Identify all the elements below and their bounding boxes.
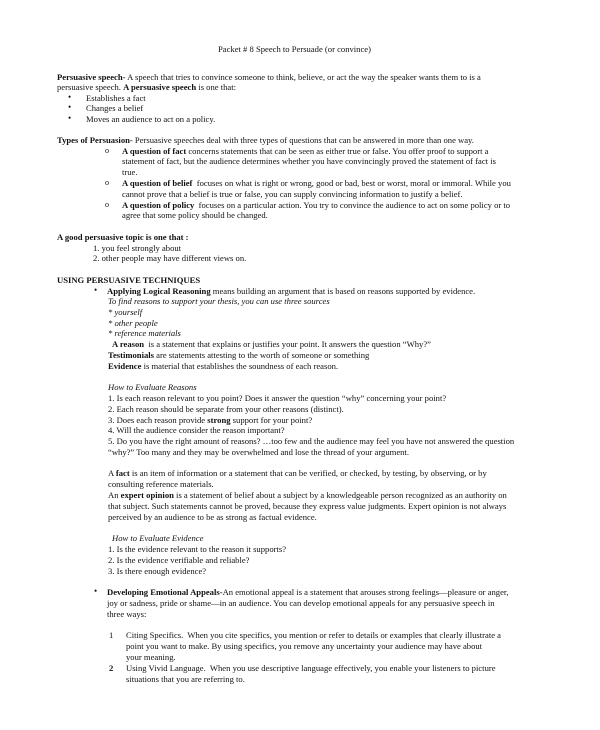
list-item: 1. you feel strongly about	[93, 243, 182, 253]
r3-post: support for your point?	[230, 415, 313, 425]
citing-specifics: Citing Specifics. When you cite specifics, you mention or refer to details or examples that clearly illustrate a	[126, 630, 501, 640]
list-item: 3. Is there enough evidence?	[108, 566, 207, 576]
expert-pre: An	[108, 490, 121, 500]
persuasive-speech-line2	[57, 82, 236, 93]
bullet-dot: •	[68, 92, 72, 102]
evidence-def: is material that establishes the soundness of each reason.	[141, 361, 339, 371]
fact-def-line2: consulting reference materials.	[108, 479, 214, 489]
policy-line2: agree that some policy should be changed.	[122, 210, 268, 220]
fact-line3: true.	[122, 167, 138, 177]
circle-bullet-icon: o	[105, 178, 109, 187]
list-item: 1. Is each reason relevant to you point? Does it answer the question “why” concerning your point?	[108, 393, 447, 403]
testimonials-def: are statements attesting to the worth of someone or something	[154, 350, 370, 360]
citing-specifics-line3: your meaning.	[126, 652, 176, 662]
list-item: 2. Each reason should be separate from your other reasons (distinct).	[108, 404, 344, 414]
emotional-line3: three ways:	[107, 609, 147, 619]
topic-heading: A good persuasive topic is one that :	[57, 232, 189, 242]
source-item: * reference materials	[108, 328, 181, 338]
evidence-term: Evidence	[108, 361, 142, 371]
logical-term: Applying Logical Reasoning	[107, 286, 211, 296]
persuasive-speech-term: Persuasive speech-	[57, 72, 126, 82]
fact-definition	[108, 468, 487, 479]
techniques-heading: USING PERSUASIVE TECHNIQUES	[57, 275, 201, 285]
list-item: 5. Do you have the right amount of reasons? …too few and the audience may feel you have not answered the question	[108, 436, 515, 446]
testimonials-term: Testimonials	[108, 350, 155, 360]
list-item	[108, 415, 312, 426]
bullet-dot: •	[94, 586, 98, 596]
persuasive-speech-definition	[57, 72, 481, 83]
belief-line1: focuses on what is right or wrong, good or bad, best or worst, moral or immoral. While you	[192, 178, 511, 188]
bullet-dot: •	[68, 113, 72, 123]
policy-line1: focuses on a particular action. You try to convince the audience to act on some policy or to	[194, 200, 511, 210]
emotional-term: Developing Emotional Appeals-	[107, 587, 223, 597]
persuasive-speech-def-2a: persuasive speech.	[57, 82, 124, 92]
evidence-definition	[108, 361, 338, 372]
bullet-dot: •	[68, 102, 72, 112]
emotional-line2: joy or sadness, pride or shame—in an audience. You can develop emotional appeals for any persuasive speech in	[107, 598, 495, 608]
types-intro: Persuasive speeches deal with three types of questions that can be answered in more than one way.	[132, 135, 474, 145]
reason-term: A reason	[112, 339, 145, 349]
expert-line1: is a statement of belief about a subject by a knowledgeable person recognized as an authority on	[173, 490, 507, 500]
belief-line2: cannot prove that a belief is true or false, you can supply convincing information to justify a belief.	[122, 189, 463, 199]
vivid-language-line2: situations that you are referring to.	[126, 674, 245, 684]
bullet-dot: •	[94, 285, 98, 295]
list-item-continued: “why?” Too many and they may be overwhelmed and lose the thread of your argument.	[108, 447, 409, 457]
circle-bullet-icon: o	[105, 200, 109, 209]
emotional-appeals	[107, 587, 509, 598]
expert-line3: perceived by an audience to be as strong as factual evidence.	[108, 512, 317, 522]
source-item: * yourself	[108, 307, 143, 317]
fact-term: A question of fact	[122, 146, 187, 156]
list-item: 2. other people may have different views on.	[93, 253, 247, 263]
types-of-persuasion	[57, 135, 474, 146]
list-item: Moves an audience to act on a policy.	[86, 114, 216, 124]
persuasive-speech-def-2b: is one that:	[196, 82, 237, 92]
list-item: 1. Is the evidence relevant to the reason it supports?	[108, 544, 287, 554]
reason-definition	[112, 339, 431, 350]
expert-line2: that subject. Such statements cannot be proved, because they express value judgments. Expert opinion is not always	[108, 501, 507, 511]
find-reasons: To find reasons to support your thesis, you can use three sources	[108, 296, 330, 306]
persuasive-speech-def-1: A speech that tries to convince someone to think, believe, or act the way the speaker wants them to is a	[125, 72, 481, 82]
question-of-belief	[122, 178, 511, 189]
types-term: Types of Persuasion-	[57, 135, 133, 145]
logical-reasoning	[107, 286, 475, 297]
fact-line2: statement of fact, but the audience determines whether you have convincingly proved the statement of fact is	[122, 156, 496, 166]
fact-line1: concerns statements that can be seen as either true or false. You offer proof to support a	[186, 146, 489, 156]
vivid-language: Using Vivid Language. When you use descriptive language effectively, you enable your listeners to picture	[126, 663, 496, 673]
fact-def-line1: is an item of information or a statement that can be verified, or checked, by testing, by observing, or by	[129, 468, 487, 478]
reason-def: is a statement that explains or justifies your point. It answers the question “Why?”	[144, 339, 431, 349]
citing-specifics-line2: point you want to make. By using specifics, you remove any uncertainty your audience may have about	[126, 641, 483, 651]
numbered-marker: 1	[109, 630, 114, 640]
numbered-marker: 2	[109, 663, 114, 673]
expert-term: expert opinion	[120, 490, 174, 500]
testimonials-definition	[108, 350, 369, 361]
list-item: 2. Is the evidence verifiable and reliable?	[108, 555, 250, 565]
list-item: 4. Will the audience consider the reason important?	[108, 425, 285, 435]
question-of-fact	[122, 146, 488, 157]
source-item: * other people	[108, 318, 158, 328]
evaluate-reasons-heading: How to Evaluate Reasons	[108, 382, 197, 392]
fact-term-b: fact	[115, 468, 130, 478]
emotional-line1: An emotional appeal is a statement that arouses strong feelings—pleasure or anger,	[222, 587, 509, 597]
r3-pre: 3. Does each reason provide	[108, 415, 208, 425]
list-item: Changes a belief	[86, 103, 144, 113]
logical-line1: means building an argument that is based on reasons supported by evidence.	[210, 286, 476, 296]
belief-term: A question of belief	[122, 178, 193, 188]
policy-term: A question of policy	[122, 200, 195, 210]
list-item: Establishes a fact	[86, 93, 146, 103]
r3-strong: strong	[207, 415, 231, 425]
question-of-policy	[122, 200, 510, 211]
page-title: Packet # 8 Speech to Persuade (or convince)	[218, 44, 371, 54]
evaluate-evidence-heading: How to Evaluate Evidence	[112, 533, 204, 543]
fact-pre: A	[108, 468, 116, 478]
persuasive-speech-def-2-term: A persuasive speech	[123, 82, 197, 92]
expert-opinion-definition	[108, 490, 507, 501]
circle-bullet-icon: o	[105, 146, 109, 155]
